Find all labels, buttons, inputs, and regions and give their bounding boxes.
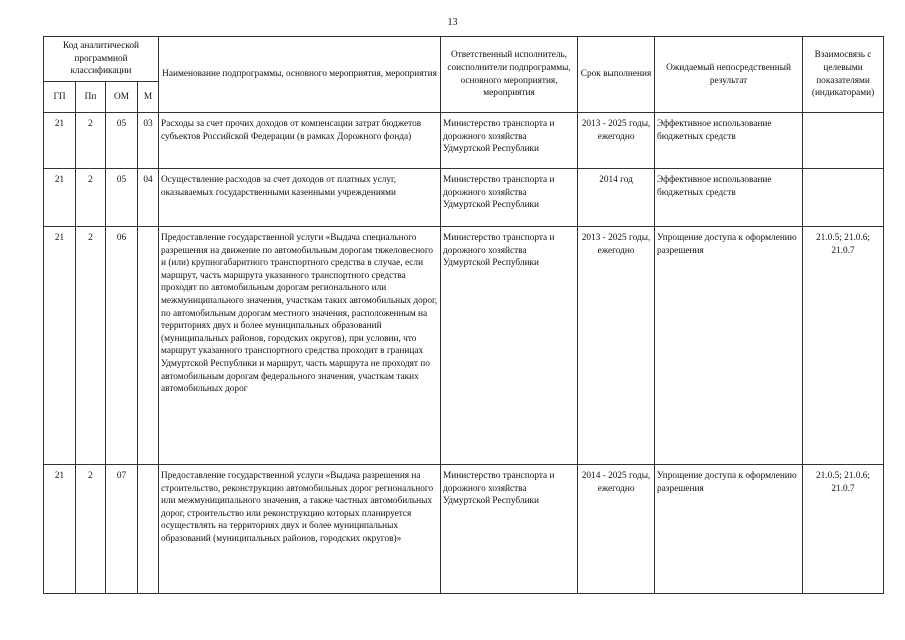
cell-m: 03 bbox=[138, 113, 159, 169]
cell-om: 07 bbox=[106, 465, 138, 594]
cell-om: 06 bbox=[106, 227, 138, 465]
cell-m bbox=[138, 465, 159, 594]
header-pp: Пп bbox=[76, 82, 106, 113]
header-classification: Код аналитической программной классификации bbox=[44, 37, 159, 82]
cell-m bbox=[138, 227, 159, 465]
cell-responsible: Министерство транспорта и дорожного хозяйства Удмуртской Республики bbox=[441, 113, 578, 169]
cell-term: 2013 - 2025 годы, ежегодно bbox=[578, 113, 655, 169]
cell-relation: 21.0.5; 21.0.6; 21.0.7 bbox=[803, 465, 884, 594]
cell-term: 2014 год bbox=[578, 169, 655, 227]
cell-name: Осуществление расходов за счет доходов от платных услуг, оказываемых государственными казенными учреждениями bbox=[159, 169, 441, 227]
cell-result: Эффективное использование бюджетных средств bbox=[655, 113, 803, 169]
cell-gp: 21 bbox=[44, 465, 76, 594]
cell-result: Упрощение доступа к оформлению разрешения bbox=[655, 465, 803, 594]
cell-term: 2014 - 2025 годы, ежегодно bbox=[578, 465, 655, 594]
cell-responsible: Министерство транспорта и дорожного хозяйства Удмуртской Республики bbox=[441, 465, 578, 594]
cell-m: 04 bbox=[138, 169, 159, 227]
cell-om: 05 bbox=[106, 113, 138, 169]
header-gp: ГП bbox=[44, 82, 76, 113]
table-row bbox=[44, 465, 884, 594]
cell-name: Предоставление государственной услуги «Выдача специального разрешения на движение по автомобильным дорогам тяжеловесного и (или) крупногабаритного транспортного средства в случае, если маршрут, часть маршрута указанного транспортного средства проходят по автомобильным дорогам регионального или межмуниципального значения, участкам таких автомобильных дорог, по автомобильным дорогам местного значения, расположенным на территориях двух и более муниципальных образований (муниципальных районов, городских округов), при условии, что маршрут указанного транспортного средства проходит в границах Удмуртской Республики и маршрут, часть маршрута не проходят по автомобильным дорогам федерального значения, участкам таких автомобильных дорог bbox=[159, 227, 441, 465]
header-relation: Взаимосвязь с целевыми показателями (индикаторами) bbox=[803, 37, 884, 113]
header-m: М bbox=[138, 82, 159, 113]
cell-relation bbox=[803, 169, 884, 227]
cell-responsible: Министерство транспорта и дорожного хозяйства Удмуртской Республики bbox=[441, 227, 578, 465]
cell-pp: 2 bbox=[76, 227, 106, 465]
header-result: Ожидаемый непосредственный результат bbox=[655, 37, 803, 113]
cell-relation: 21.0.5; 21.0.6; 21.0.7 bbox=[803, 227, 884, 465]
cell-relation bbox=[803, 113, 884, 169]
table-row bbox=[44, 113, 884, 169]
header-row bbox=[44, 37, 884, 82]
cell-name: Предоставление государственной услуги «Выдача разрешения на строительство, реконструкцию автомобильных дорог регионального или межмуниципального значения, а также частных автомобильных дорог, строительство или реконструкцию которых планируется осуществлять на территориях двух и более муниципальных образований (муниципальных районов, городских округов)» bbox=[159, 465, 441, 594]
header-term: Срок выполнения bbox=[578, 37, 655, 113]
table-row bbox=[44, 169, 884, 227]
cell-result: Эффективное использование бюджетных средств bbox=[655, 169, 803, 227]
header-name: Наименование подпрограммы, основного мероприятия, мероприятия bbox=[159, 37, 441, 113]
cell-pp: 2 bbox=[76, 113, 106, 169]
cell-pp: 2 bbox=[76, 169, 106, 227]
cell-term: 2013 - 2025 годы, ежегодно bbox=[578, 227, 655, 465]
cell-result: Упрощение доступа к оформлению разрешения bbox=[655, 227, 803, 465]
table-row bbox=[44, 227, 884, 465]
cell-pp: 2 bbox=[76, 465, 106, 594]
cell-name: Расходы за счет прочих доходов от компенсации затрат бюджетов субъектов Российской Федерации (в рамках Дорожного фонда) bbox=[159, 113, 441, 169]
header-om: ОМ bbox=[106, 82, 138, 113]
cell-gp: 21 bbox=[44, 113, 76, 169]
cell-gp: 21 bbox=[44, 169, 76, 227]
cell-gp: 21 bbox=[44, 227, 76, 465]
header-responsible: Ответственный исполнитель, соисполнители подпрограммы, основного мероприятия, мероприятия bbox=[441, 37, 578, 113]
cell-responsible: Министерство транспорта и дорожного хозяйства Удмуртской Республики bbox=[441, 169, 578, 227]
page-number: 13 bbox=[447, 17, 458, 28]
program-table bbox=[43, 36, 884, 594]
cell-om: 05 bbox=[106, 169, 138, 227]
